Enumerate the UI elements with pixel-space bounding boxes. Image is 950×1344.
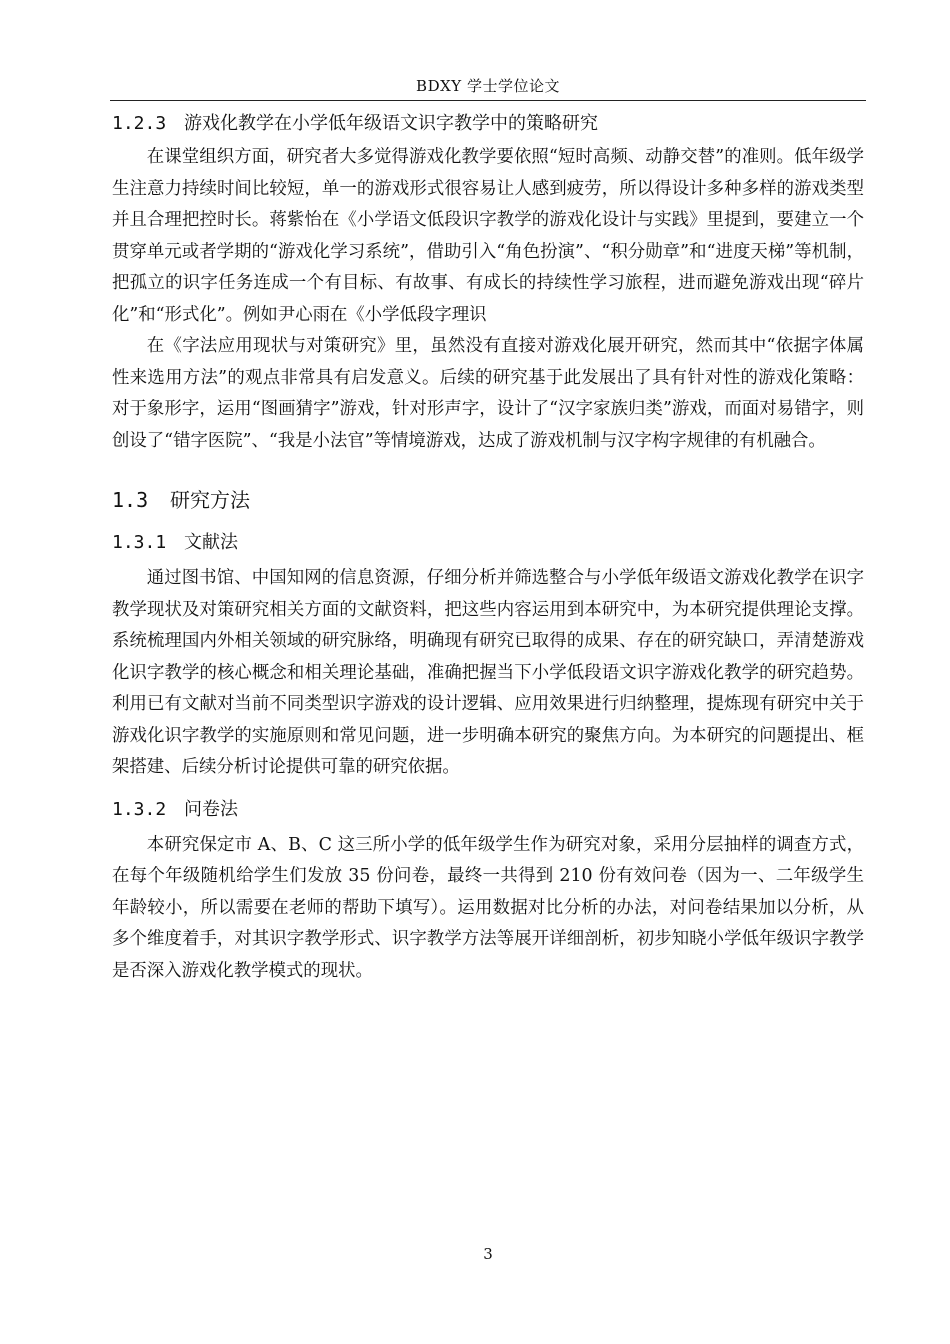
- section-number: 1.3: [112, 488, 149, 512]
- section-heading-1-3: [112, 487, 864, 513]
- header-rule: [110, 100, 866, 101]
- section-title: 文献法: [184, 532, 238, 553]
- section-title: 游戏化教学在小学低年级语文识字教学中的策略研究: [184, 113, 598, 134]
- paragraph-character-strategies: 在《字法应用现状与对策研究》里，虽然没有直接对游戏化展开研究，然而其中“依据字体属性来选用方法”的观点非常具有启发意义。后续的研究基于此发展出了具有针对性的游戏化策略：对于象形字，运用“图画猜字”游戏，针对形声字，设计了“汉字家族归类”游戏，而面对易错字，则创设了“错字医院”、“我是小法官”等情境游戏，达成了游戏机制与汉字构字规律的有机融合。: [112, 336, 864, 451]
- paragraph-questionnaire-method: 本研究保定市 A、B、C 这三所小学的低年级学生作为研究对象，采用分层抽样的调查方式，在每个年级随机给学生们发放 35 份问卷，最终一共得到 210 份有效问卷（因为一、二年级学生年龄较小，所以需要在老师的帮助下填写）。运用数据对比分析的办法，对问卷结果加以分析，从多个维度着手，对其识字教学形式、识字教学方法等展开详细剖析，初步知晓小学低年级识字教学是否深入游戏化教学模式的现状。: [112, 834, 864, 981]
- section-heading-1-3-2: [112, 798, 864, 822]
- section-heading-1-2-3: [112, 112, 864, 136]
- section-title: 研究方法: [170, 488, 250, 512]
- page-content: [112, 112, 864, 987]
- paragraph-classroom-organization: 在课堂组织方面，研究者大多觉得游戏化教学要依照“短时高频、动静交替”的准则。低年级学生注意力持续时间比较短，单一的游戏形式很容易让人感到疲劳，所以得设计多种多样的游戏类型并且合理把控时长。蒋紫怡在《小学语文低段识字教学的游戏化设计与实践》里提到，要建立一个贯穿单元或者学期的“游戏化学习系统”，借助引入“角色扮演”、“积分勋章”和“进度天梯”等机制，把孤立的识字任务连成一个有目标、有故事、有成长的持续性学习旅程，进而避免游戏出现“碎片化”和“形式化”。例如尹心雨在《小学低段字理识: [112, 147, 864, 325]
- section-heading-1-3-1: [112, 531, 864, 555]
- running-header: BDXY 学士学位论文: [416, 77, 560, 95]
- section-number: 1.2.3: [112, 113, 167, 134]
- section-title: 问卷法: [184, 798, 238, 820]
- section-number: 1.3.2: [112, 798, 167, 820]
- paragraph-literature-method: 通过图书馆、中国知网的信息资源，仔细分析并筛选整合与小学低年级语文游戏化教学在识字教学现状及对策研究相关方面的文献资料，把这些内容运用到本研究中，为本研究提供理论支撑。系统梳理国内外相关领域的研究脉络，明确现有研究已取得的成果、存在的研究缺口，弄清楚游戏化识字教学的核心概念和相关理论基础，准确把握当下小学低段语文识字游戏化教学的研究趋势。利用已有文献对当前不同类型识字游戏的设计逻辑、应用效果进行归纳整理，提炼现有研究中关于游戏化识字教学的实施原则和常见问题，进一步明确本研究的聚焦方向。为本研究的问题提出、框架搭建、后续分析讨论提供可靠的研究依据。: [112, 568, 864, 777]
- page-number: 3: [483, 1245, 493, 1263]
- section-number: 1.3.1: [112, 532, 167, 553]
